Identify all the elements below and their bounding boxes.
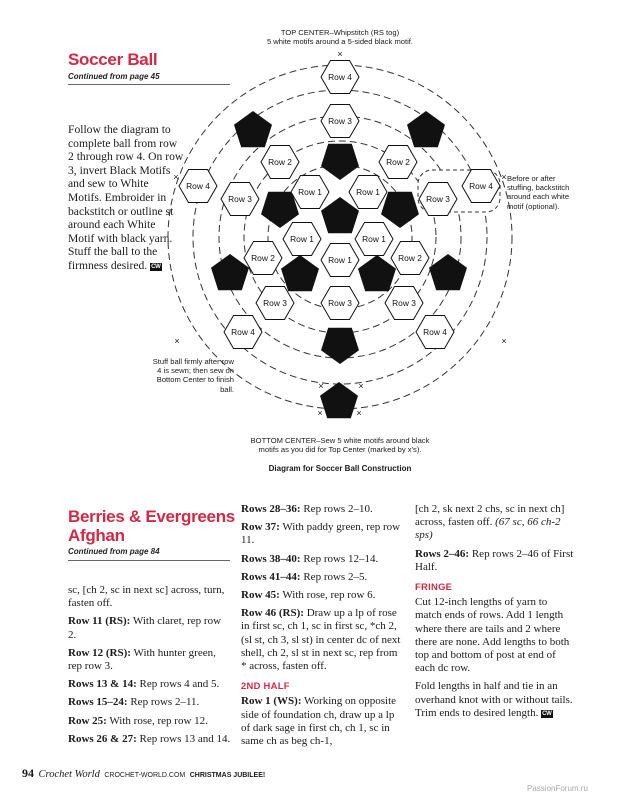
motif-row-label: Row 2 [398,253,422,263]
page-footer [22,766,442,781]
x-mark: × [501,172,507,182]
col2-para-7 [241,695,402,748]
col2-para-2 [241,521,402,547]
white-hexagon-motif [379,146,417,179]
black-pentagon-motif [211,254,249,290]
end-mark-icon: CW [151,263,161,270]
col1-row-text: Rep rows 4 and 5. [136,678,220,691]
motif-row-label: Row 2 [386,157,410,167]
white-hexagon-motif [355,223,393,256]
col3-row-text: Rep rows 2–46 of First Half. [415,547,574,573]
col1-row-label: Row 11 (RS): [68,615,131,628]
col1-para-2 [68,615,231,641]
white-hexagon-motif [256,287,294,320]
col1-para-1: sc, [ch 2, sc in next sc] across, turn, fasten off. [68,584,225,610]
white-hexagon-motif [349,176,387,209]
motif-row-label: Row 3 [328,298,352,308]
white-hexagon-motif [391,242,429,275]
col2-para-6 [241,607,402,673]
white-hexagon-motif [321,105,359,138]
col1-para-6 [68,715,231,728]
white-hexagon-motif [385,287,423,320]
col1-row-label: Rows 13 & 14: [68,678,137,691]
col2-row-text: Rep rows 12–14. [300,552,379,565]
motif-row-label: Row 3 [328,116,352,126]
col3-para-1 [415,503,575,543]
white-hexagon-motif [221,183,259,216]
col3-count: (67 sc, 66 ch-2 sps) [415,516,561,542]
col2-row-text: Draw up a lp of rose in first sc, ch 1, sc in first sc, *ch 2, (sl st, ch 3, sl st) in center dc of next shell, ch 2, sl st in next sc, rep from * across, fasten off. [241,607,401,673]
berries-continued: Continued from page 84 [68,547,160,556]
col1-row-text: Rep rows 13 and 14. [136,732,231,745]
motif-row-label: Row 1 [290,234,314,244]
white-hexagon-motif [291,176,329,209]
white-hexagon-motif [321,244,359,277]
col2-row-text: Working on opposite side of foundation ch, draw up a lp of dark sage in first ch, ch 1, sc in same ch as beg ch-1, [241,695,397,748]
motif-row-label: Row 4 [328,72,352,82]
soccer-continued: Continued from page 45 [68,72,160,81]
col2-row-label: Rows 41–44: [241,570,301,583]
berries-rule [68,560,230,561]
col3-para-2 [415,548,575,574]
x-mark: × [356,408,362,418]
black-pentagon-motif [320,382,358,418]
diagram-caption: Diagram for Soccer Ball Construction [268,464,412,473]
col2-row-text: With paddy green, rep row 11. [241,521,401,547]
col1-row-text: With hunter green, rep row 3. [68,646,216,673]
second-half-heading: 2ND HALF [241,680,290,692]
col1-row-label: Row 12 (RS): [68,646,131,659]
motif-row-label: Row 1 [356,187,380,197]
white-hexagon-motif [179,170,217,203]
white-hexagon-motif [416,316,454,349]
motif-row-label: Row 1 [362,234,386,244]
magazine-name: Crochet World [38,769,100,780]
backstitch-note: Before or after stuffing, backstitch around each white motif (optional). [507,174,570,211]
white-hexagon-motif [224,316,262,349]
col2-row-label: Rows 28–36: [241,503,301,515]
motif-row-label: Row 3 [228,194,252,204]
issue-name: CHRISTMAS JUBILEE! [189,772,266,779]
fringe-heading: FRINGE [415,581,453,593]
motif-row-label: Row 3 [263,298,287,308]
black-pentagon-motif [321,197,359,233]
black-pentagon-motif [407,111,445,147]
col1-row-text: Rep rows 2–11. [127,696,200,709]
column-2 [241,503,402,753]
bottom-center-note-line1: BOTTOM CENTER–Sew 5 white motifs around black [250,436,430,445]
berries-title [68,507,235,545]
x-mark: × [318,381,324,391]
col3-row-label: Rows 2–46: [415,547,470,560]
motif-row-label: Row 4 [186,181,210,191]
top-center-note-line2: 5 white motifs around a 5-sided black motif. [266,37,414,47]
col1-para-3 [68,647,231,673]
motif-row-label: Row 2 [251,253,275,263]
black-pentagon-motif [234,111,272,147]
motif-row-label: Row 3 [426,194,450,204]
col2-row-text: Rep rows 2–10. [300,503,373,515]
white-hexagon-motif [283,223,321,256]
watermark: PassionForum.ru [527,784,588,793]
black-pentagon-motif [281,255,319,291]
col2-row-label: Row 1 (WS): [241,695,302,708]
col1-row-text: With claret, rep row 2. [68,615,222,641]
x-mark: × [501,336,507,346]
black-pentagon-motif [321,328,359,364]
x-mark: × [337,49,343,59]
white-hexagon-motif [321,287,359,320]
col2-row-text: With rose, rep row 6. [279,589,376,602]
top-center-note-line1: TOP CENTER–Whipstitch (RS tog) [280,28,400,37]
stuff-ball-note: Stuff ball firmly after row 4 is sewn; then sew on Bottom Center to finish ball. [152,357,234,394]
col3-text: Fold lengths in half and tie in an overhand knot with or without tails. Trim ends to desired length. [415,680,573,719]
x-mark: × [173,172,179,182]
black-pentagon-motif [381,192,419,228]
col3-para-3: Cut 12-inch lengths of yarn to match ends of rows. Add 1 length where there are tails and 2 where there are none. Add lengths to both top and bottom of post at end of each dc row. [415,596,570,675]
x-mark: × [358,381,364,391]
soccer-intro-text: Follow the diagram to complete ball from row 2 through row 4. On row 3, invert Black Motifs and sew to White Motifs. Embroider in backstitch or outline st around each White Motif with black yarn. Stuff the ball to the firmness desired. [68,123,184,272]
berries-title-line2: Afghan [68,526,125,545]
col1-row-text: With rose, rep row 12. [106,714,208,727]
col3-para-4 [415,680,575,720]
page-number: 94 [22,766,34,780]
black-pentagon-motif [321,144,359,180]
col2-row-label: Row 45: [241,589,280,602]
col2-para-4 [241,571,402,584]
col2-row-text: Rep rows 2–5. [300,570,368,583]
col2-para-5 [241,589,402,602]
column-1 [68,584,231,751]
motif-row-label: Row 4 [469,181,493,191]
col2-row-label: Row 37: [241,521,280,534]
white-hexagon-motif [261,146,299,179]
col2-para-3 [241,553,402,566]
berries-title-line1: Berries & Evergreens [68,507,235,526]
end-mark-icon: CW [542,710,552,717]
magazine-website: CROCHET-WORLD.COM [104,772,186,779]
motif-row-label: Row 1 [328,255,352,265]
col2-para-1 [241,503,402,516]
col1-row-label: Rows 26 & 27: [68,732,137,745]
col2-row-label: Rows 38–40: [241,552,301,565]
col1-row-label: Row 25: [68,714,107,727]
col1-para-4 [68,678,231,691]
col1-para-5 [68,696,231,709]
motif-row-label: Row 2 [268,157,292,167]
black-pentagon-motif [429,254,467,290]
x-mark: × [317,408,323,418]
col3-text: [ch 2, sk next 2 chs, sc in next ch] across, fasten off. [415,503,565,529]
col2-row-label: Row 46 (RS): [241,607,304,620]
x-mark: × [174,336,180,346]
column-3 [415,503,575,725]
motif-row-label: Row 1 [298,187,322,197]
col1-row-label: Rows 15–24: [68,696,128,709]
motif-row-label: Row 4 [423,327,447,337]
col1-para-7 [68,733,231,746]
bottom-center-note-line2: motifs as you did for Top Center (marked by x's). [258,445,422,455]
motif-row-label: Row 3 [392,298,416,308]
motif-row-label: Row 4 [231,327,255,337]
soccer-title: Soccer Ball [68,50,158,69]
black-pentagon-motif [358,255,396,291]
